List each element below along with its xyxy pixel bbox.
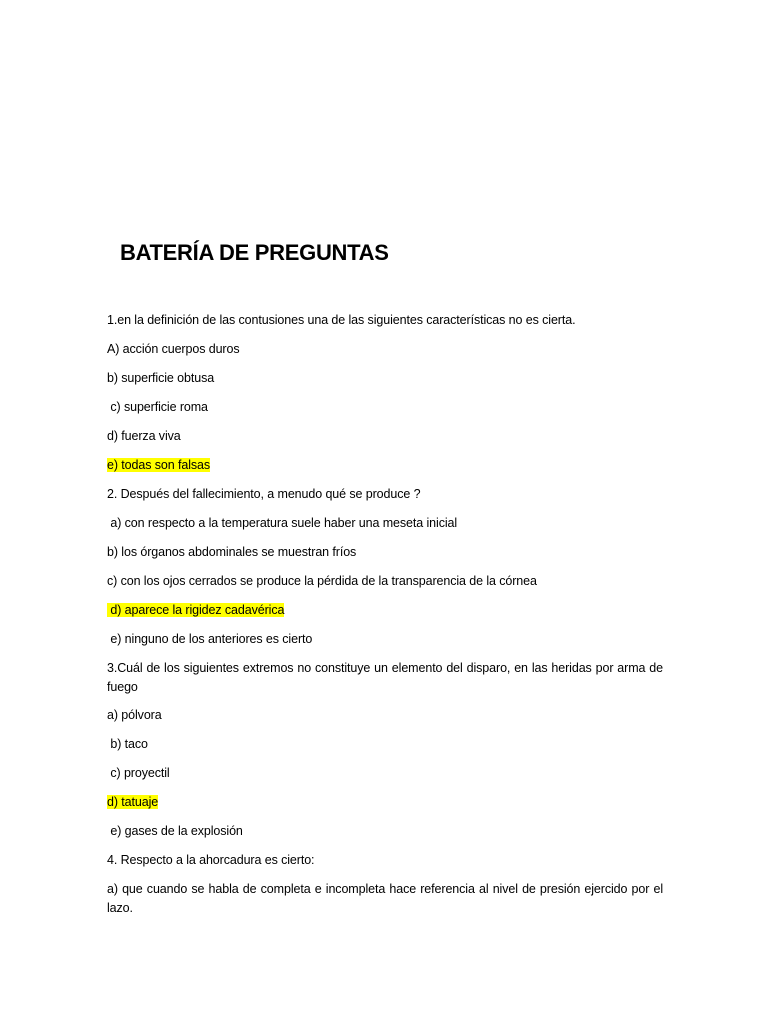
option-text: A) acción cuerpos duros xyxy=(107,342,240,356)
question-1-text: 1.en la definición de las contusiones una de las siguientes características no es cierta. xyxy=(107,313,576,327)
question-4 xyxy=(107,851,663,870)
option-text: d) fuerza viva xyxy=(107,429,181,443)
question-2 xyxy=(107,485,663,504)
option-text: c) con los ojos cerrados se produce la pérdida de la transparencia de la córnea xyxy=(107,574,537,588)
highlighted-answer: d) tatuaje xyxy=(107,795,159,809)
option-text: a) con respecto a la temperatura suele haber una meseta inicial xyxy=(107,516,458,530)
question-list xyxy=(107,311,663,927)
option-q2-a xyxy=(107,514,663,533)
question-3 xyxy=(107,659,663,697)
option-q1-d xyxy=(107,427,663,446)
option-text: a) pólvora xyxy=(107,708,162,722)
option-text: b) superficie obtusa xyxy=(107,371,215,385)
option-q3-d-answer xyxy=(107,793,663,812)
question-4-text: 4. Respecto a la ahorcadura es cierto: xyxy=(107,853,315,867)
option-text: a) que cuando se habla de completa e incompleta hace referencia al nivel de presión ejercido por el lazo. xyxy=(107,882,663,915)
option-q4-a xyxy=(107,880,663,918)
option-q1-b xyxy=(107,369,663,388)
option-q2-d-answer xyxy=(107,601,663,620)
option-q3-a xyxy=(107,706,663,725)
option-text: c) proyectil xyxy=(107,766,170,780)
option-text: c) superficie roma xyxy=(107,400,208,414)
option-text: b) taco xyxy=(107,737,148,751)
question-2-text: 2. Después del fallecimiento, a menudo qué se produce ? xyxy=(107,487,421,501)
option-q3-e xyxy=(107,822,663,841)
option-q3-b xyxy=(107,735,663,754)
question-1 xyxy=(107,311,663,330)
option-q1-a xyxy=(107,340,663,359)
option-text: e) ninguno de los anteriores es cierto xyxy=(107,632,313,646)
option-q2-b xyxy=(107,543,663,562)
option-q1-e-answer xyxy=(107,456,663,475)
document-title: BATERÍA DE PREGUNTAS xyxy=(120,240,389,265)
option-q1-c xyxy=(107,398,663,417)
highlighted-answer: e) todas son falsas xyxy=(107,458,211,472)
option-text: b) los órganos abdominales se muestran fríos xyxy=(107,545,357,559)
option-text: e) gases de la explosión xyxy=(107,824,243,838)
option-q2-c xyxy=(107,572,663,591)
highlighted-answer: d) aparece la rigidez cadavérica xyxy=(107,603,285,617)
option-q3-c xyxy=(107,764,663,783)
question-3-text: 3.Cuál de los siguientes extremos no constituye un elemento del disparo, en las heridas por arma de fuego xyxy=(107,661,663,694)
option-q2-e xyxy=(107,630,663,649)
